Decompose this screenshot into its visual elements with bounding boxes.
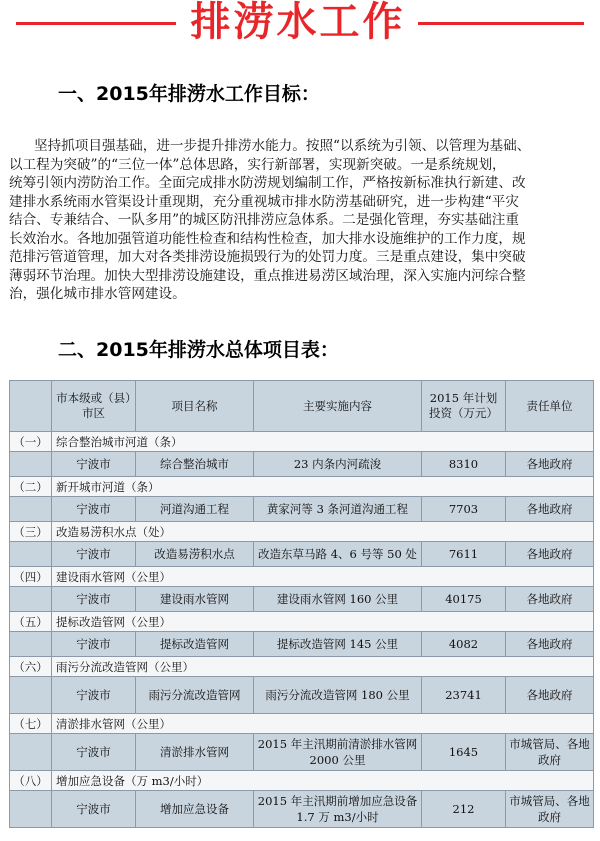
empty-cell	[10, 497, 52, 522]
investment-cell: 212	[422, 791, 506, 828]
header-cell	[10, 381, 52, 432]
empty-cell	[10, 677, 52, 714]
header-cell: 市本级或（县）市区	[52, 381, 136, 432]
category-name: 增加应急设备（万 m3/小时）	[52, 771, 594, 791]
empty-cell	[10, 452, 52, 477]
title-rule-left	[16, 22, 176, 25]
category-number: （五）	[10, 612, 52, 632]
investment-cell: 23741	[422, 677, 506, 714]
content-cell: 建设雨水管网 160 公里	[254, 587, 422, 612]
section2-heading: 二、2015年排涝水总体项目表：	[58, 339, 339, 361]
section1-body	[0, 137, 600, 304]
category-row	[10, 432, 594, 452]
area-cell: 宁波市	[52, 677, 136, 714]
project-cell: 雨污分流改造管网	[136, 677, 254, 714]
page-title: 排涝水工作	[190, 0, 406, 45]
table-row	[10, 734, 594, 771]
content-cell: 23 内条内河疏浚	[254, 452, 422, 477]
title-bar	[0, 0, 600, 50]
area-cell: 宁波市	[52, 542, 136, 567]
project-cell: 提标改造管网	[136, 632, 254, 657]
category-name: 改造易涝积水点（处）	[52, 522, 594, 542]
category-name: 综合整治城市河道（条）	[52, 432, 594, 452]
content-cell: 改造东草马路 4、6 号等 50 处	[254, 542, 422, 567]
area-cell: 宁波市	[52, 497, 136, 522]
area-cell: 宁波市	[52, 587, 136, 612]
area-cell: 宁波市	[52, 632, 136, 657]
unit-cell: 市城管局、各地政府	[506, 734, 594, 771]
table-header-row	[10, 381, 594, 432]
category-number: （七）	[10, 714, 52, 734]
category-number: （一）	[10, 432, 52, 452]
table-row	[10, 632, 594, 657]
section1-heading: 一、2015年排涝水工作目标：	[58, 83, 320, 105]
title-rule-right	[418, 22, 584, 25]
category-row	[10, 714, 594, 734]
body-line: 以工程为突破”的“三位一体”总体思路，实行新部署，实现新突破。一是系统规划，	[9, 156, 506, 173]
category-name: 新开城市河道（条）	[52, 477, 594, 497]
empty-cell	[10, 632, 52, 657]
body-line: 范排污管道管理，加大对各类排涝设施损毁行为的处罚力度。三是重点建设，集中突破	[9, 249, 526, 265]
project-cell: 改造易涝积水点	[136, 542, 254, 567]
category-row	[10, 567, 594, 587]
header-cell: 2015 年计划投资（万元）	[422, 381, 506, 432]
category-number: （三）	[10, 522, 52, 542]
empty-cell	[10, 791, 52, 828]
unit-cell: 各地政府	[506, 452, 594, 477]
category-row	[10, 612, 594, 632]
header-cell: 项目名称	[136, 381, 254, 432]
project-cell: 河道沟通工程	[136, 497, 254, 522]
empty-cell	[10, 542, 52, 567]
category-row	[10, 657, 594, 677]
content-cell: 提标改造管网 145 公里	[254, 632, 422, 657]
category-row	[10, 522, 594, 542]
project-cell: 建设雨水管网	[136, 587, 254, 612]
area-cell: 宁波市	[52, 791, 136, 828]
empty-cell	[10, 734, 52, 771]
investment-cell: 8310	[422, 452, 506, 477]
project-cell: 清淤排水管网	[136, 734, 254, 771]
header-cell: 责任单位	[506, 381, 594, 432]
category-row	[10, 477, 594, 497]
content-cell: 黄家河等 3 条河道沟通工程	[254, 497, 422, 522]
table-row	[10, 677, 594, 714]
unit-cell: 各地政府	[506, 497, 594, 522]
body-line: 结合、专兼结合、一队多用”的城区防汛排涝应急体系。二是强化管理，夯实基础注重	[9, 212, 519, 228]
table-row	[10, 542, 594, 567]
category-number: （四）	[10, 567, 52, 587]
unit-cell: 各地政府	[506, 587, 594, 612]
body-line: 坚持抓项目强基础，进一步提升排涝水能力。按照“以系统为引领、以管理为基础、	[34, 138, 531, 154]
table-row	[10, 587, 594, 612]
content-cell: 2015 年主汛期前清淤排水管网 2000 公里	[254, 734, 422, 771]
content-cell: 2015 年主汛期前增加应急设备 1.7 万 m3/小时	[254, 791, 422, 828]
unit-cell: 各地政府	[506, 632, 594, 657]
project-cell: 综合整治城市	[136, 452, 254, 477]
project-table	[9, 380, 594, 828]
unit-cell: 各地政府	[506, 677, 594, 714]
category-row	[10, 771, 594, 791]
header-cell: 主要实施内容	[254, 381, 422, 432]
category-name: 建设雨水管网（公里）	[52, 567, 594, 587]
content-cell: 雨污分流改造管网 180 公里	[254, 677, 422, 714]
unit-cell: 各地政府	[506, 542, 594, 567]
category-number: （二）	[10, 477, 52, 497]
unit-cell: 市城管局、各地政府	[506, 791, 594, 828]
table-row	[10, 497, 594, 522]
area-cell: 宁波市	[52, 734, 136, 771]
investment-cell: 1645	[422, 734, 506, 771]
category-name: 清淤排水管网（公里）	[52, 714, 594, 734]
category-number: （八）	[10, 771, 52, 791]
table-row	[10, 791, 594, 828]
category-name: 雨污分流改造管网（公里）	[52, 657, 594, 677]
project-cell: 增加应急设备	[136, 791, 254, 828]
investment-cell: 7611	[422, 542, 506, 567]
body-line: 治，强化城市排水管网建设。	[9, 286, 186, 302]
body-line: 薄弱环节治理。加快大型排涝设施建设，重点推进易涝区域治理，深入实施内河综合整	[9, 267, 526, 284]
category-number: （六）	[10, 657, 52, 677]
investment-cell: 4082	[422, 632, 506, 657]
category-name: 提标改造管网（公里）	[52, 612, 594, 632]
body-line: 建排水系统雨水管渠设计重现期，充分重视城市排水防涝基础研究，进一步构建“平灾	[9, 193, 519, 210]
table-row	[10, 452, 594, 477]
area-cell: 宁波市	[52, 452, 136, 477]
investment-cell: 40175	[422, 587, 506, 612]
empty-cell	[10, 587, 52, 612]
investment-cell: 7703	[422, 497, 506, 522]
body-line: 统筹引领内涝防治工作。全面完成排水防涝规划编制工作，严格按新标准执行新建、改	[9, 175, 526, 191]
body-line: 长效治水。各地加强管道功能性检查和结构性检查，加大排水设施维护的工作力度，规	[9, 230, 526, 247]
